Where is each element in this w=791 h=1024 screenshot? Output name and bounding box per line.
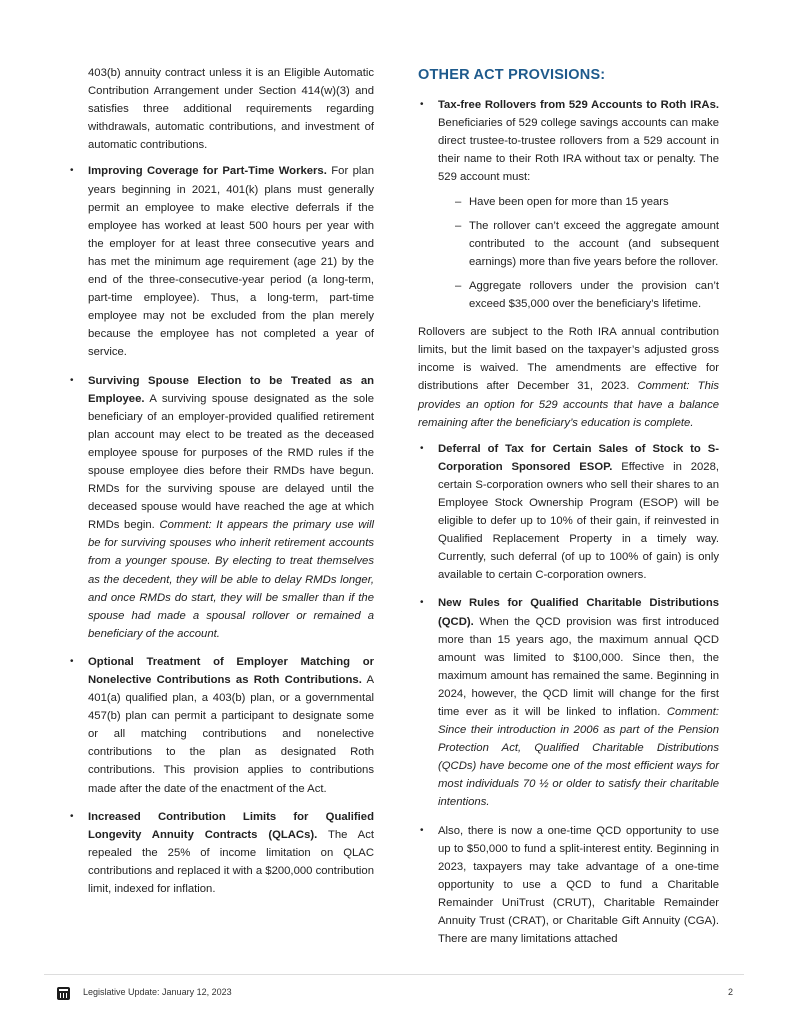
item-body: A 401(a) qualified plan, a 403(b) plan, or a governmental 457(b) plan can permit a participant to designate some or all matching contributions and nonelective contributions to the plan as designated Roth contributions. This provision applies to contributions made after the date of the enactment of the Act.	[88, 674, 374, 795]
sub-list-item: – The rollover can’t exceed the aggregate amount contributed to the account (and subsequent earnings) more than five years before the rollover.	[438, 217, 719, 271]
paragraph-body: Rollovers are subject to the Roth IRA annual contribution limits, but the limit based on the taxpayer’s adjusted gross income is waived. The amendments are effective for distributions after December 31, 2023.	[418, 326, 719, 393]
sub-list	[438, 193, 719, 314]
list-item	[418, 594, 719, 811]
item-title: Surviving Spouse Election to be Treated as an Employee.	[88, 374, 374, 405]
paragraph-comment: Comment: This provides an option for 529 accounts that have a balance remaining after the beneficiary’s education is complete.	[418, 380, 720, 429]
list-item	[418, 440, 719, 585]
page-number: 2	[727, 987, 733, 997]
list-item	[68, 372, 374, 643]
item-title: Tax-free Rollovers from 529 Accounts to Roth IRAs.	[438, 99, 719, 112]
rollover-paragraph	[418, 323, 719, 432]
list-item	[68, 162, 374, 361]
footer-title: Legislative Update: January 12, 2023	[83, 987, 232, 997]
sub-list-item: – Have been open for more than 15 years	[438, 193, 719, 211]
list-item	[418, 96, 719, 313]
right-column	[418, 64, 719, 958]
continued-paragraph: 403(b) annuity contract unless it is an Eligible Automatic Contribution Arrangement under Section 414(w)(3) and satisfies three additional requirements regarding withdrawals, automatic contributions, and investment of automatic contributions.	[88, 67, 374, 152]
item-body: The Act repealed the 25% of income limitation on QLAC contributions and replaced it with a $200,000 contribution limit, indexed for inflation.	[88, 828, 374, 896]
item-comment: Comment: Since their introduction in 2006 as part of the Pension Protection Act, Qualified Charitable Distributions (QCDs) have become one of the most efficient ways for most individuals 70 ½ or older to satisfy their charitable intentions.	[438, 706, 719, 809]
left-column	[68, 64, 374, 908]
item-body: For plan years beginning in 2021, 401(k) plans must generally permit an employee to make elective deferrals if the employee has worked at least 500 hours per year with the employer for at least three consecutive years and has met the minimum age requirement (age 21) by the end of the three-consecutive-year period (a long-term, part-time employee). Thus, a long-term, part-time employee may not be excluded from the plan merely because the employee has not completed a year of service.	[88, 165, 374, 359]
item-body: Effective in 2028, certain S-corporation owners who sell their shares to an Employee Stock Ownership Program (ESOP) will be eligible to defer up to 10% of their gain, if reinvested in Qualified Replacement Property in a timely way. Currently, such deferral (of up to 100% of gain) is only available to certain C-corporation owners.	[438, 460, 720, 582]
right-bullet-list-1	[418, 96, 719, 313]
list-item	[68, 653, 374, 798]
item-body: When the QCD provision was first introduced more than 15 years ago, the maximum annual QCD amount was limited to $100,000. Since then, the maximum amount has remained the same. Beginning in 2024, however, the QCD limit will change for the first time ever as it will be linked to inflation.	[438, 615, 720, 718]
item-body: Beneficiaries of 529 college savings accounts can make direct trustee-to-trustee rollovers from a 529 account in their name to their Roth IRA without tax or penalty. The 529 account must:	[438, 117, 719, 184]
item-title: Deferral of Tax for Certain Sales of Stock to S-Corporation Sponsored ESOP.	[438, 442, 719, 473]
item-body: A surviving spouse designated as the sole beneficiary of an employer-provided qualified retirement plan account may elect to be treated as the deceased employee spouse for purposes of the RMD rules if the spouse employee dies before their RMDs have begun. RMDs for the surviving spouse are delayed until the deceased spouse would have reached the age at which RMDs begin.	[88, 392, 374, 532]
item-title: New Rules for Qualified Charitable Distributions (QCD).	[438, 597, 719, 628]
footer-divider	[44, 974, 744, 975]
list-item	[418, 822, 719, 949]
item-comment: Comment: It appears the primary use will be for surviving spouses who inherit retirement accounts from a younger spouse. By electing to treat themselves as the decedent, they will be able to delay RMDs longer, and once RMDs do start, they will be smaller than if the spouse had made a spousal rollover or remained a beneficiary of the account.	[88, 519, 374, 640]
item-title: Optional Treatment of Employer Matching or Nonelective Contributions as Roth Contributions.	[88, 655, 374, 686]
item-body: Also, there is now a one-time QCD opportunity to use up to $50,000 to fund a split-interest entity. Beginning in 2023, taxpayers may take advantage of a one-time opportunity to use a QCD to fund a Charitable Remainder UniTrust (CRUT), Charitable Remainder Annuity Trust (CRAT), or Charitable Gift Annuity (CGA). There are many limitations attached	[438, 824, 719, 946]
section-heading: OTHER ACT PROVISIONS:	[418, 67, 606, 83]
item-title: Improving Coverage for Part-Time Workers.	[88, 165, 327, 178]
left-bullet-list	[68, 162, 374, 898]
right-bullet-list-2	[418, 440, 719, 949]
item-title: Increased Contribution Limits for Qualified Longevity Annuity Contracts (QLACs).	[88, 810, 374, 841]
firm-logo-icon	[57, 987, 70, 1000]
sub-list-item: – Aggregate rollovers under the provision can’t exceed $35,000 over the beneficiary’s lifetime.	[438, 277, 719, 313]
list-item	[68, 808, 374, 898]
